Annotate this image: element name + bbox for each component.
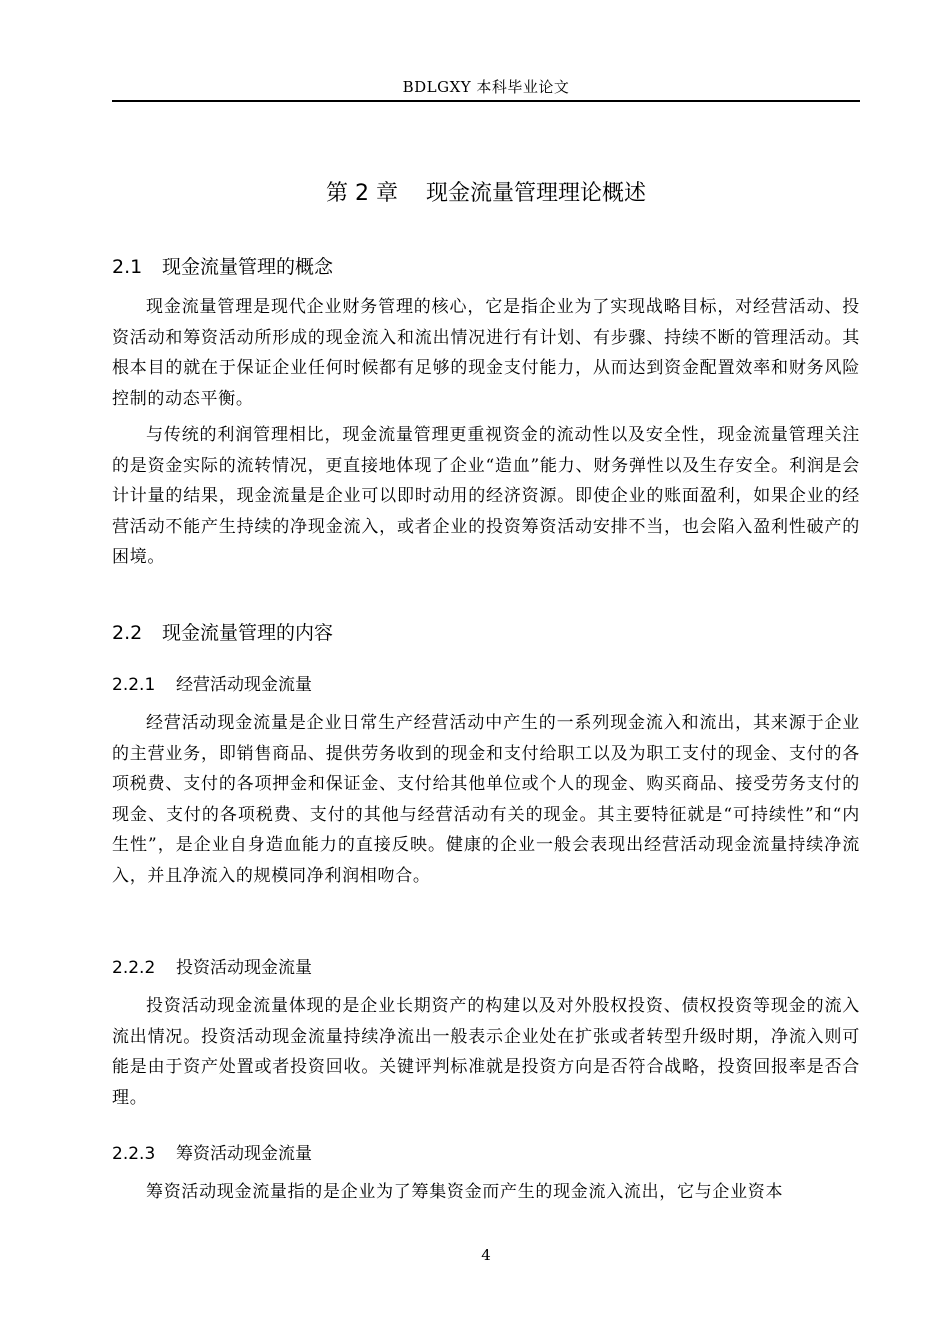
section-title: 现金流量管理的内容 — [162, 622, 334, 644]
subsection-title: 经营活动现金流量 — [176, 675, 312, 695]
section-heading-2-2 — [112, 619, 333, 647]
paragraph: 经营活动现金流量是企业日常生产经营活动中产生的一系列现金流入和流出，其来源于企业的主营业务，即销售商品、提供劳务收到的现金和支付给职工以及为职工支付的现金、支付的各项税费、支付的各项押金和保证金、支付给其他单位或个人的现金、购买商品、接受劳务支付的现金、支付的各项税费、支付的其他与经营活动有关的现金。其主要特征就是“可持续性”和“内生性”，是企业自身造血能力的直接反映。健康的企业一般会表现出经营活动现金流量持续净流入，并且净流入的规模同净利润相吻合。 — [112, 713, 860, 886]
chapter-title: 第 2 章 现金流量管理理论概述 — [326, 181, 646, 206]
subsection-title: 投资活动现金流量 — [176, 958, 312, 978]
header-rule — [112, 100, 860, 102]
section-number: 2.1 — [112, 256, 143, 278]
paragraph: 筹资活动现金流量指的是企业为了筹集资金而产生的现金流入流出，它与企业资本 — [146, 1182, 784, 1202]
page-number: 4 — [481, 1246, 491, 1264]
subsection-heading-2-2-2 — [112, 955, 312, 981]
subsection-number: 2.2.3 — [112, 1144, 156, 1164]
subsection-number: 2.2.1 — [112, 675, 156, 695]
paragraph: 与传统的利润管理相比，现金流量管理更重视资金的流动性以及安全性，现金流量管理关注的是资金实际的流转情况，更直接地体现了企业“造血”能力、财务弹性以及生存安全。利润是会计计量的结果，现金流量是企业可以即时动用的经济资源。即使企业的账面盈利，如果企业的经营活动不能产生持续的净现金流入，或者企业的投资筹资活动安排不当，也会陷入盈利性破产的困境。 — [112, 425, 860, 568]
subsection-title: 筹资活动现金流量 — [176, 1144, 312, 1164]
subsection-heading-2-2-1 — [112, 672, 312, 698]
paragraph: 投资活动现金流量体现的是企业长期资产的构建以及对外股权投资、债权投资等现金的流入流出情况。投资活动现金流量持续净流出一般表示企业处在扩张或者转型升级时期，净流入则可能是由于资产处置或者投资回收。关键评判标准就是投资方向是否符合战略，投资回报率是否合理。 — [112, 996, 860, 1108]
section-heading-2-1 — [112, 253, 333, 281]
subsection-heading-2-2-3 — [112, 1141, 312, 1167]
running-header: BDLGXY 本科毕业论文 — [402, 78, 570, 96]
paragraph: 现金流量管理是现代企业财务管理的核心，它是指企业为了实现战略目标，对经营活动、投资活动和筹资活动所形成的现金流入和流出情况进行有计划、有步骤、持续不断的管理活动。其根本目的就在于保证企业任何时候都有足够的现金支付能力，从而达到资金配置效率和财务风险控制的动态平衡。 — [112, 297, 860, 409]
section-title: 现金流量管理的概念 — [162, 256, 334, 278]
section-number: 2.2 — [112, 622, 143, 644]
subsection-number: 2.2.2 — [112, 958, 156, 978]
